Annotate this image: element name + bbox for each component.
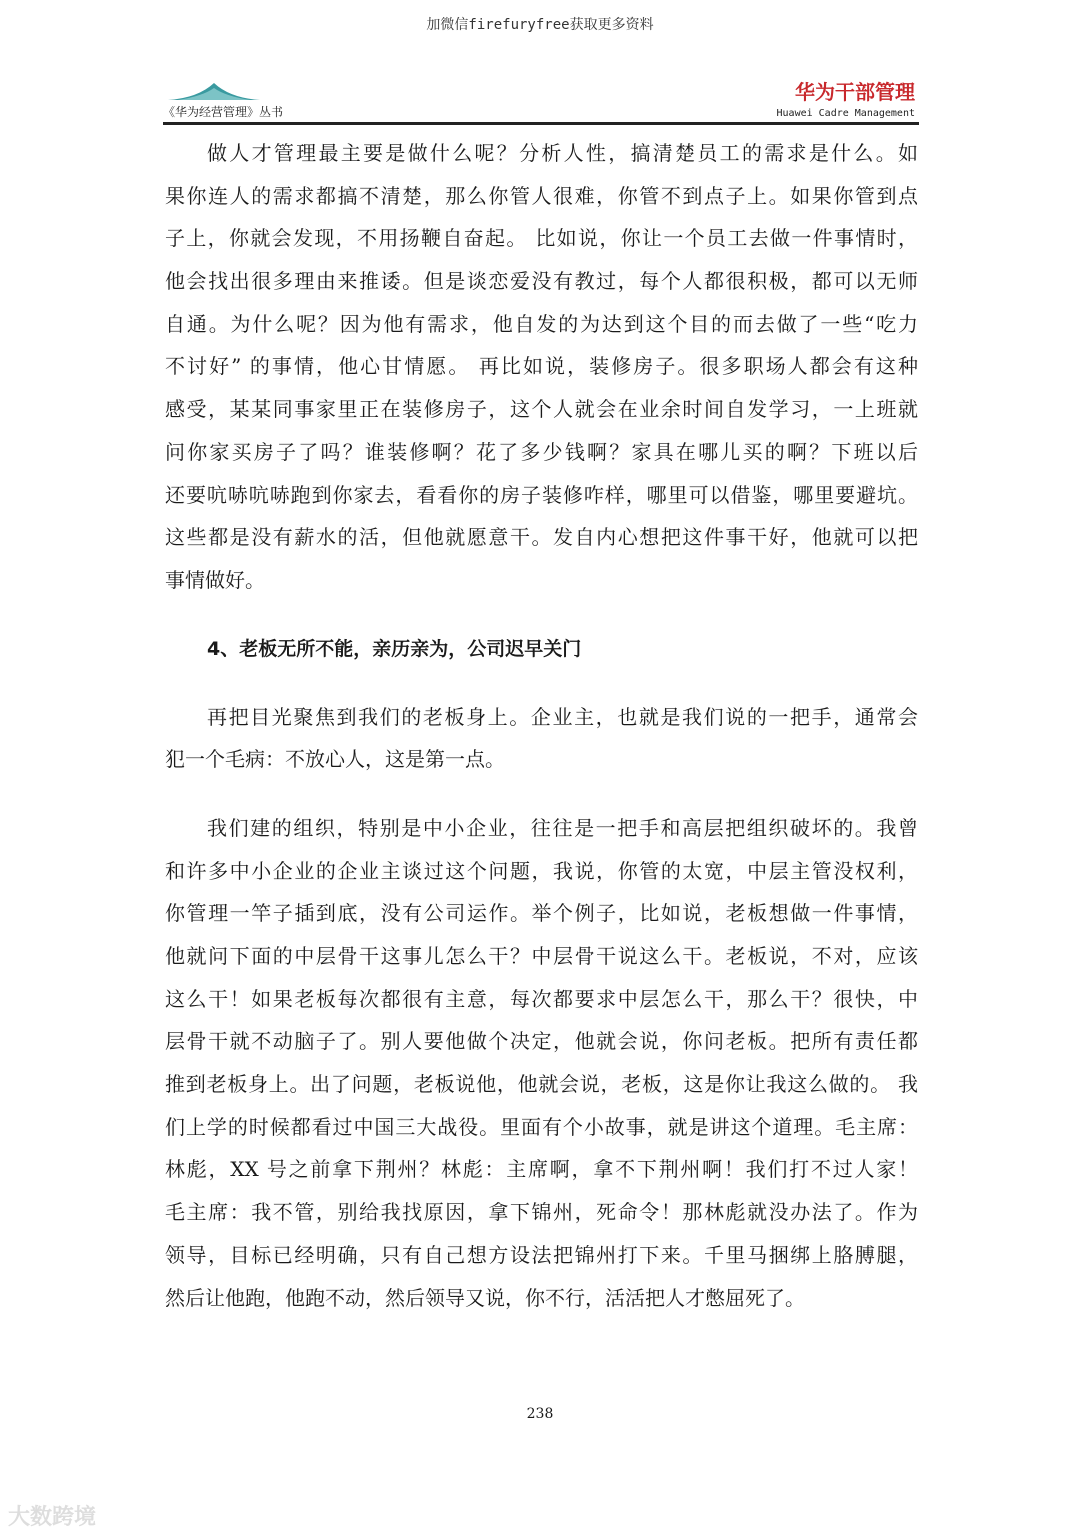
text-line: 不讨好” 的事情，他心甘情愿。 再比如说，装修房子。很多职场人都会有这种 <box>165 354 918 379</box>
series-logo-icon <box>168 80 260 102</box>
book-title-en: Huawei Cadre Management <box>776 108 915 119</box>
text-line: 他会找出很多理由来推诿。但是谈恋爱没有教过，每个人都很积极，都可以无师 <box>165 269 918 294</box>
book-title: 华为干部管理 <box>795 80 915 104</box>
bottom-watermark: 大数跨境 <box>8 1505 97 1530</box>
text-line: 们上学的时候都看过中国三大战役。里面有个小故事，就是讲这个道理。毛主席： <box>165 1114 918 1139</box>
paragraph-3 <box>165 807 918 1319</box>
text-line: 毛主席：我不管，别给我找原因，拿下锦州，死命令！那林彪就没办法了。作为 <box>165 1200 918 1225</box>
section-heading: 4、老板无所不能，亲历亲为，公司迟早关门 <box>207 637 582 660</box>
text-line: 子上，你就会发现，不用扬鞭自奋起。 比如说，你让一个员工去做一件事情时， <box>165 226 918 251</box>
text-line: 这么干！如果老板每次都很有主意，每次都要求中层怎么干，那么干？很快，中 <box>165 986 918 1011</box>
text-line: 领导，目标已经明确，只有自己想方设法把锦州打下来。千里马捆绑上胳膊腿， <box>165 1242 918 1267</box>
text-line: 你管理一竿子插到底，没有公司运作。举个例子，比如说，老板想做一件事情， <box>165 901 918 926</box>
text-line: 推到老板身上。出了问题，老板说他，他就会说，老板，这是你让我这么做的。 我 <box>165 1072 918 1097</box>
text-line: 和许多中小企业的企业主谈过这个问题，我说，你管的太宽，中层主管没权利， <box>165 858 918 883</box>
text-line: 层骨干就不动脑子了。别人要他做个决定，他就会说，你问老板。把所有责任都 <box>165 1029 918 1054</box>
text-line: 感受，某某同事家里正在装修房子，这个人就会在业余时间自发学习，一上班就 <box>165 397 918 422</box>
text-line: 我们建的组织，特别是中小企业，往往是一把手和高层把组织破坏的。我曾 <box>207 815 918 840</box>
text-line: 他就问下面的中层骨干这事儿怎么干？中层骨干说这么干。老板说，不对，应该 <box>165 944 918 968</box>
text-line: 果你连人的需求都搞不清楚，那么你管人很难，你管不到点子上。如果你管到点 <box>165 183 918 208</box>
paragraph-1 <box>165 132 918 602</box>
paragraph-2 <box>165 696 918 781</box>
page-number: 238 <box>526 1406 554 1422</box>
text-line: 问你家买房子了吗？谁装修啊？花了多少钱啊？家具在哪儿买的啊？下班以后 <box>165 439 918 464</box>
top-watermark: 加微信firefuryfree获取更多资料 <box>426 17 654 33</box>
book-series-label: 《华为经营管理》丛书 <box>163 105 284 119</box>
text-line: 事情做好。 <box>165 567 265 592</box>
text-line: 然后让他跑，他跑不动，然后领导又说，你不行，活活把人才憋屈死了。 <box>165 1285 805 1310</box>
page-body <box>165 132 918 1345</box>
text-line: 自通。为什么呢？因为他有需求，他自发的为达到这个目的而去做了一些“吃力 <box>165 311 918 336</box>
text-line: 做人才管理最主要是做什么呢？分析人性，搞清楚员工的需求是什么。如 <box>207 141 918 165</box>
text-line: 这些都是没有薪水的活，但他就愿意干。发自内心想把这件事干好，他就可以把 <box>165 525 918 550</box>
header-rule <box>163 122 919 125</box>
text-line: 再把目光聚焦到我们的老板身上。企业主，也就是我们说的一把手，通常会 <box>207 704 918 729</box>
text-line: 林彪，XX 号之前拿下荆州？林彪：主席啊，拿不下荆州啊！我们打不过人家！ <box>165 1157 918 1182</box>
text-line: 犯一个毛病：不放心人，这是第一点。 <box>165 747 505 772</box>
text-line: 还要吭哧吭哧跑到你家去，看看你的房子装修咋样，哪里可以借鉴，哪里要避坑。 <box>165 482 918 507</box>
